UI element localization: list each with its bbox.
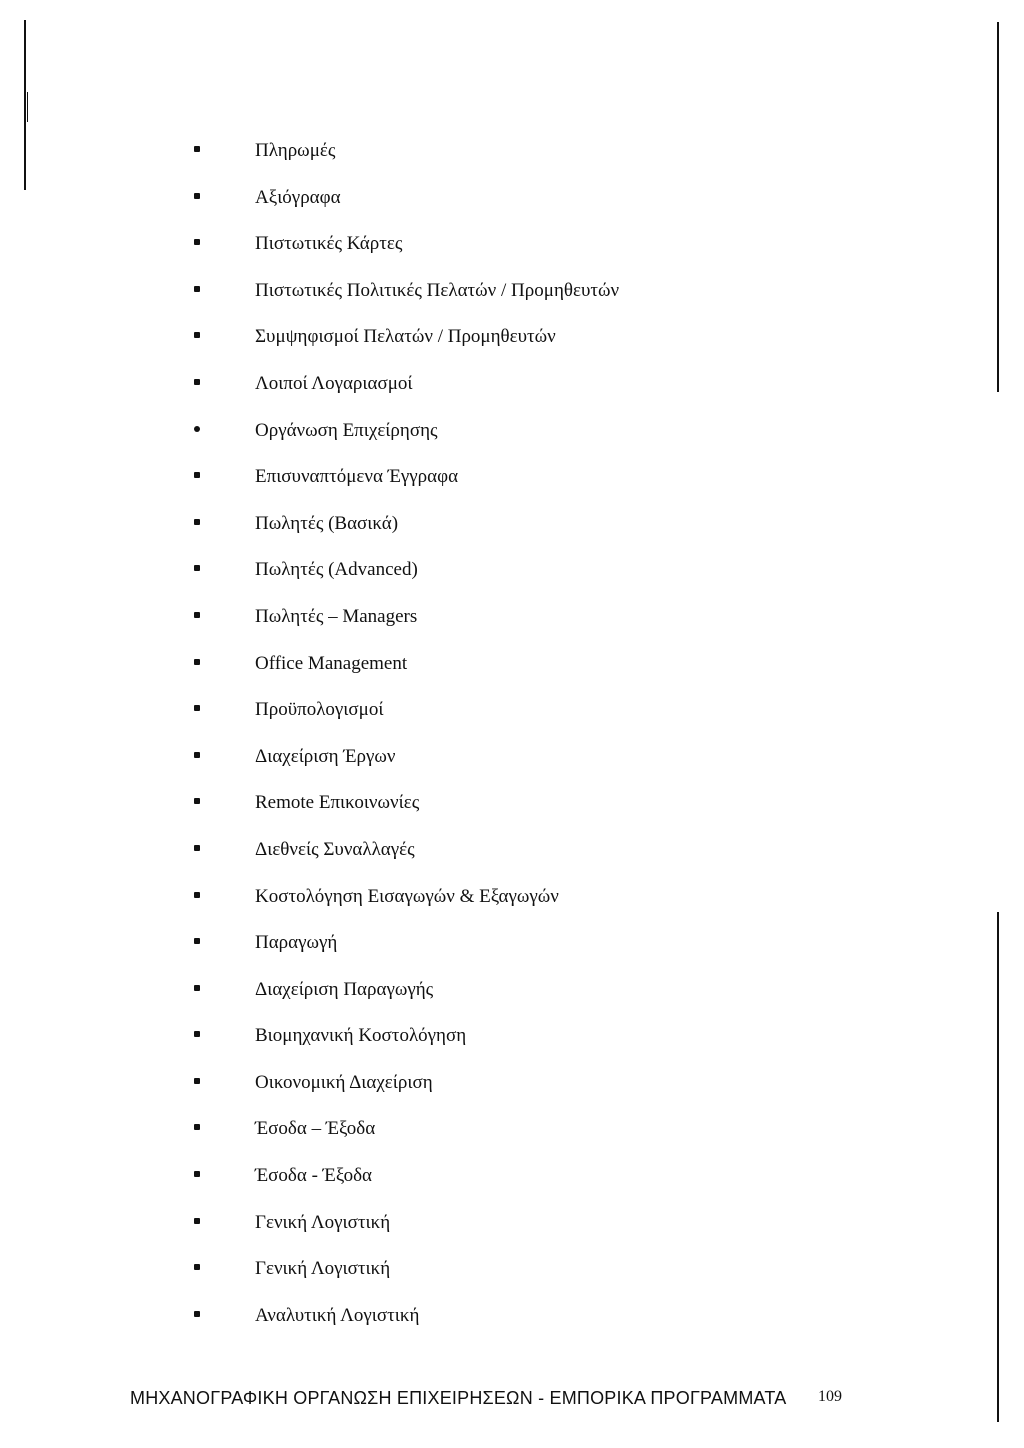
list-item [0,1063,1024,1110]
topic-label: Γενική Λογιστική [255,1258,391,1280]
bullet-icon [194,286,200,292]
list-item [0,131,1024,178]
page-footer [130,1383,870,1413]
topic-label: Διαχείριση Παραγωγής [255,978,434,1000]
topic-label: Πωλητές (Βασικά) [255,512,399,534]
list-item [0,457,1024,504]
topic-label: Επισυναπτόμενα Έγγραφα [255,466,459,488]
list-item [0,504,1024,551]
bullet-icon [194,239,200,245]
list-item [0,550,1024,597]
bullet-icon [194,892,200,898]
topic-label: Office Management [255,652,408,674]
bullet-icon [194,752,200,758]
bullet-icon [194,332,200,338]
topic-list [0,131,1024,1342]
list-item [0,597,1024,644]
topic-label: Γενική Λογιστική [255,1211,391,1233]
topic-label: Πιστωτικές Κάρτες [255,233,403,255]
bullet-icon [194,426,200,432]
list-item [0,737,1024,784]
bullet-icon [194,1171,200,1177]
topic-label: Προϋπολογισμοί [255,699,384,721]
topic-label: Διεθνείς Συναλλαγές [255,838,415,860]
bullet-icon [194,612,200,618]
bullet-icon [194,705,200,711]
list-item [0,644,1024,691]
bullet-icon [194,193,200,199]
footer-title: ΜΗΧΑΝΟΓΡΑΦΙΚΗ ΟΡΓΑΝΩΣΗ ΕΠΙΧΕΙΡΗΣΕΩΝ - ΕΜΠΟΡΙΚΑ ΠΡΟΓΡΑΜΜΑΤΑ [130,1388,787,1408]
topic-label: Πωλητές (Advanced) [255,559,418,581]
list-item [0,364,1024,411]
bullet-icon [194,1124,200,1130]
list-item [0,923,1024,970]
bullet-icon [194,1218,200,1224]
list-item [0,1249,1024,1296]
topic-label: Οικονομική Διαχείριση [255,1071,433,1093]
list-item [0,970,1024,1017]
list-item [0,411,1024,458]
bullet-icon [194,1311,200,1317]
topic-label: Κοστολόγηση Εισαγωγών & Εξαγωγών [255,885,559,907]
list-item [0,271,1024,318]
topic-label: Διαχείριση Έργων [255,745,396,767]
list-item [0,877,1024,924]
topic-label: Πληρωμές [255,140,336,161]
list-item [0,1203,1024,1250]
bullet-icon [194,519,200,525]
topic-label: Αναλυτική Λογιστική [255,1304,420,1326]
topic-label: Συμψηφισμοί Πελατών / Προμηθευτών [255,326,556,348]
bullet-icon [194,146,200,152]
bullet-icon [194,1031,200,1037]
topic-label: Αξιόγραφα [255,186,341,208]
list-item [0,317,1024,364]
bullet-icon [194,938,200,944]
list-item [0,224,1024,271]
left-margin-tick [27,92,28,122]
topic-label: Πιστωτικές Πολιτικές Πελατών / Προμηθευτών [255,279,620,301]
topic-label: Παραγωγή [255,932,338,954]
list-item [0,1156,1024,1203]
bullet-icon [194,798,200,804]
list-item [0,830,1024,877]
topic-label: Οργάνωση Επιχείρησης [255,419,438,441]
list-item [0,690,1024,737]
topic-label: Πωλητές – Managers [255,605,418,627]
topic-label: Remote Επικοινωνίες [255,792,420,814]
topic-label: Έσοδα - Έξοδα [255,1165,373,1187]
topic-label: Έσοδα – Έξοδα [255,1118,376,1140]
bullet-icon [194,565,200,571]
bullet-icon [194,379,200,385]
topic-label: Βιομηχανική Κοστολόγηση [255,1025,467,1047]
list-item [0,783,1024,830]
bullet-icon [194,1264,200,1270]
bullet-icon [194,985,200,991]
topic-label: Λοιποί Λογαριασμοί [255,372,413,394]
bullet-icon [194,472,200,478]
bullet-icon [194,1078,200,1084]
list-item [0,178,1024,225]
list-item [0,1109,1024,1156]
list-item [0,1016,1024,1063]
page-number: 109 [818,1388,842,1405]
bullet-icon [194,845,200,851]
list-item [0,1296,1024,1343]
bullet-icon [194,659,200,665]
